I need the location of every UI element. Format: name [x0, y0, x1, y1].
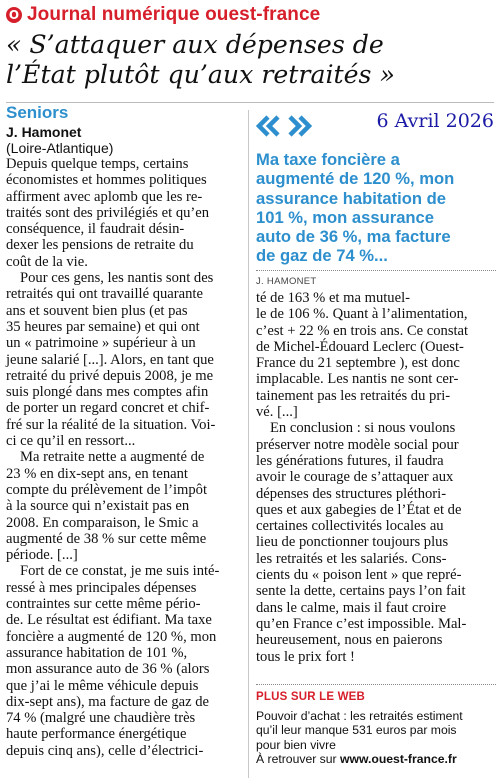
body-text-line: retraité du privé depuis 2008, je me	[6, 367, 214, 384]
body-text-line: Ma retraite nette a augmenté de	[20, 449, 205, 466]
body-text-line: dépenses des structures pléthori-	[256, 485, 447, 502]
body-text-line: haute performance énergétique	[6, 726, 187, 743]
body-text-line: suis plongé dans mes comptes afin	[6, 384, 209, 401]
left-column	[6, 104, 244, 759]
author-name: J. Hamonet	[6, 124, 82, 140]
article-body-right	[256, 290, 496, 665]
body-text-line: tous le prix fort !	[256, 648, 355, 665]
web-line: qu’il leur manque 531 euros par mois	[256, 723, 457, 738]
headline-line: « S’attaquer aux dépenses de	[6, 30, 384, 59]
body-text-line: vé. [...]	[256, 404, 298, 421]
ouest-france-logo-icon: O	[6, 7, 22, 23]
publication-date: 6 Avril 2026	[376, 110, 494, 132]
body-text-line: que j’ai le même véhicule depuis	[6, 677, 199, 694]
body-text-line: Pour ces gens, les nantis sont des	[20, 270, 214, 287]
body-text-line: jeune salarié [...]. Alors, en tant que	[6, 351, 214, 368]
body-text-line: depuis cinq ans), celle d’électrici-	[6, 742, 204, 759]
body-text-line: lieu de ponctionner toujours plus	[256, 534, 449, 551]
body-text-line: implacable. Les nantis ne sont cer-	[256, 371, 459, 388]
pull-quote-line: auto de 36 %, ma facture	[256, 227, 451, 247]
body-text-line: économistes et hommes politiques	[6, 172, 207, 189]
body-text-line: 23 % en dix-sept ans, en tenant	[6, 465, 188, 482]
headline	[6, 30, 494, 90]
body-text-line: France du 21 septembre ), est donc	[256, 355, 460, 372]
body-text-line: c’est + 22 % en trois ans. Ce constat	[256, 322, 469, 339]
pull-quote-line: de gaz de 74 %...	[256, 246, 388, 266]
pull-quote-line: augmenté de 120 %, mon	[256, 169, 455, 189]
masthead	[6, 4, 320, 26]
body-text-line: 35 heures par semaine) et qui ont	[6, 318, 200, 335]
more-on-web-box	[256, 684, 496, 767]
web-link-line	[256, 752, 496, 766]
body-text-line: 2008. En comparaison, le Smic a	[6, 514, 199, 531]
body-text-line: ci ce qu’il en ressort...	[6, 433, 136, 450]
body-text-line: compte du prélèvement de l’impôt	[6, 481, 208, 498]
body-text-line: coût de la vie.	[6, 253, 88, 270]
body-text-line: ressé à mes principales dépenses	[6, 579, 197, 596]
web-line: Pouvoir d’achat : les retraités estiment	[256, 709, 463, 723]
divider	[6, 102, 494, 103]
article-body-left	[6, 156, 244, 759]
masthead-title: Journal numérique ouest-france	[27, 4, 321, 25]
body-text-line: dix-sept ans), ma facture de gaz de	[6, 693, 210, 710]
body-text-line: période. [...]	[6, 547, 78, 564]
body-text-line: qu’en France c’est impossible. Mal-	[256, 615, 467, 632]
body-text-line: En conclusion : si nous voulons	[270, 420, 456, 437]
body-text-line: contraintes sur cette même pério-	[6, 596, 201, 613]
body-text-line: sente la dette, certains pays l’on fait	[256, 583, 466, 600]
body-text-line: ques et aux gabegies de l’État et de	[256, 501, 462, 518]
more-on-web-title: PLUS SUR LE WEB	[256, 691, 366, 703]
body-text-line: un « patrimoine » supérieur à un	[6, 335, 196, 352]
body-text-line: conséquence, il faudrait désin-	[6, 221, 185, 238]
body-text-line: traités sont des privilégiés et qu’en	[6, 204, 210, 221]
author-region: (Loire-Atlantique)	[6, 140, 114, 156]
web-line: pour bien vivre	[256, 737, 336, 752]
body-text-line: dans le calme, mais il faut croire	[256, 599, 447, 616]
body-text-line: fré sur la réalité de la situation. Voi-	[6, 416, 216, 433]
divider	[256, 684, 496, 685]
body-text-line: les retraités et les salariés. Cons-	[256, 550, 447, 567]
body-text-line: heureusement, nous en paierons	[256, 632, 443, 649]
body-text-line: avoir le courage de s’attaquer aux	[256, 469, 454, 486]
more-on-web-text	[256, 709, 496, 767]
body-text-line: affirment avec aplomb que les re-	[6, 188, 203, 205]
body-text-line: les générations futures, il faudra	[256, 452, 444, 469]
divider	[256, 270, 496, 271]
body-text-line: certaines collectivités locales au	[256, 518, 444, 535]
web-link[interactable]: www.ouest-france.fr	[340, 752, 457, 767]
body-text-line: assurance habitation de 101 %,	[6, 644, 188, 661]
pull-quote-line: 101 %, mon assurance	[256, 207, 435, 227]
body-text-line: dexer les pensions de retraite du	[6, 237, 194, 254]
pull-quote-line: Ma taxe foncière a	[256, 150, 400, 169]
body-text-line: préserver notre modèle social pour	[256, 436, 459, 453]
body-text-line: foncière a augmenté de 120 %, mon	[6, 628, 217, 645]
section-label: Seniors	[6, 103, 69, 122]
web-link-prefix: À retrouver sur	[256, 752, 340, 767]
body-text-line: tainement pas les retraités du pri-	[256, 387, 451, 404]
body-text-line: té de 163 % et ma mutuel-	[256, 290, 410, 306]
body-text-line: à la source qui n’existait pas en	[6, 498, 190, 515]
body-text-line: Depuis quelque temps, certains	[6, 156, 189, 172]
body-text-line: Fort de ce constat, je me suis inté-	[20, 563, 220, 580]
body-text-line: 74 % (malgré une chaudière très	[6, 710, 196, 727]
pull-quote-author: J. HAMONET	[256, 276, 317, 287]
body-text-line: cients du « poison lent » que repré-	[256, 567, 462, 584]
body-text-line: retraités qui ont travaillé quarante	[6, 286, 203, 303]
column-divider	[248, 110, 249, 778]
body-text-line: ans et souvent bien plus (et pas	[6, 302, 188, 319]
body-text-line: augmenté de 38 % sur cette même	[6, 530, 207, 547]
pull-quote	[256, 150, 496, 266]
body-text-line: de porter un regard concret et chif-	[6, 400, 210, 417]
body-text-line: le de 106 %. Quant à l’alimentation,	[256, 306, 468, 323]
body-text-line: mon assurance auto de 36 % (alors	[6, 661, 210, 678]
pull-quote-line: assurance habitation de	[256, 188, 446, 208]
body-text-line: de. Le résultat est édifiant. Ma taxe	[6, 612, 212, 629]
body-text-line: de Michel-Édouard Leclerc (Ouest-	[256, 338, 464, 355]
headline-line: l’État plutôt qu’aux retraités »	[6, 60, 395, 89]
